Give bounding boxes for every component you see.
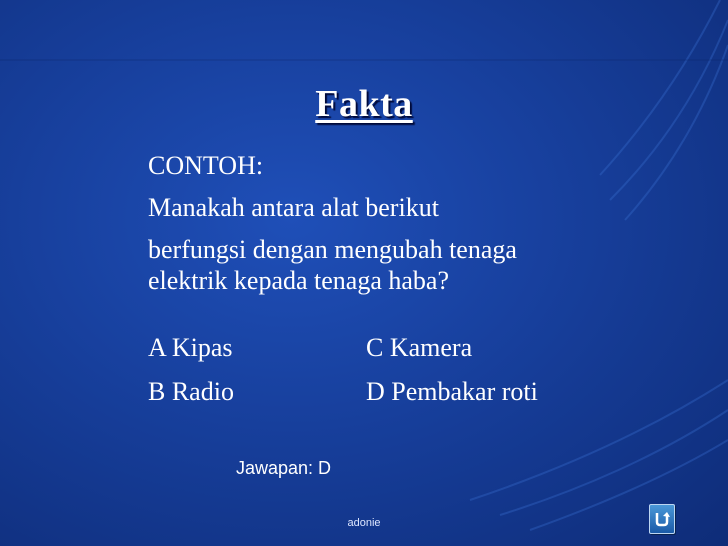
option-c: C Kamera xyxy=(366,333,473,362)
return-button[interactable] xyxy=(649,504,675,534)
return-arrow-icon xyxy=(653,510,671,528)
question-line: elektrik kepada tenaga haba? xyxy=(148,266,449,295)
option-d: D Pembakar roti xyxy=(366,377,538,406)
footer-text: adonie xyxy=(347,517,381,529)
question-block xyxy=(148,150,668,296)
slide-title: Fakta xyxy=(315,83,413,125)
option-a: A Kipas xyxy=(148,333,233,362)
example-label: CONTOH: xyxy=(148,151,264,180)
question-line: Manakah antara alat berikut xyxy=(148,193,439,222)
option-b: B Radio xyxy=(148,377,234,406)
question-line: berfungsi dengan mengubah tenaga xyxy=(148,235,517,264)
answer-text: Jawapan: D xyxy=(236,458,332,478)
